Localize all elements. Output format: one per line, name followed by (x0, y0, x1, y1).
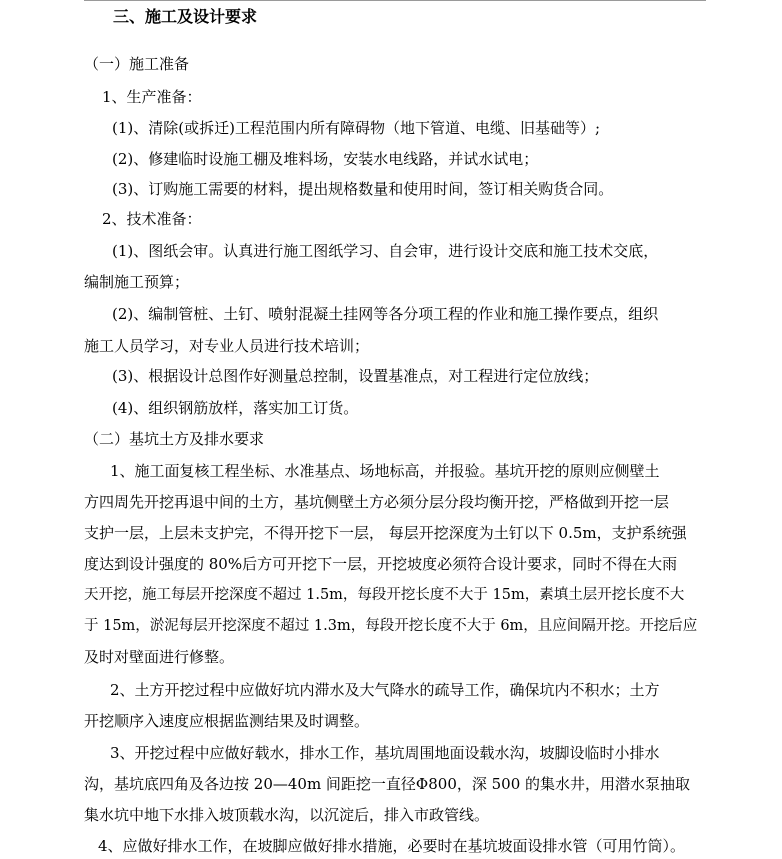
text-line: 度达到设计强度的 80%后方可开挖下一层，开挖坡度必须符合设计要求，同时不得在大雨 (84, 555, 678, 573)
text-line: 1、生产准备： (102, 88, 202, 106)
text-line: (1)、清除(或拆迁)工程范围内所有障碍物（地下管道、电缆、旧基础等）; (112, 119, 601, 137)
text-line: 及时对壁面进行修整。 (84, 648, 235, 666)
text-line: 沟，基坑底四角及各边按 20—40m 间距挖一直径Φ800，深 500 的集水井，用潜水泵抽取 (84, 775, 691, 793)
text-line: （二）基坑土方及排水要求 (84, 430, 265, 448)
text-line: （一）施工准备 (84, 55, 190, 73)
top-rule (84, 0, 706, 1)
text-line: (2)、编制管桩、土钉、喷射混凝土挂网等各分项工程的作业和施工操作要点，组织 (112, 305, 659, 323)
text-line: 1、施工面复核工程坐标、水准基点、场地标高，并报验。基坑开挖的原则应侧壁土 (110, 462, 660, 480)
text-line: 方四周先开挖再退中间的土方，基坑侧壁土方必须分层分段均衡开挖，严格做到开挖一层 (84, 493, 670, 511)
text-line: 集水坑中地下水排入坡顶载水沟，以沉淀后，排入市政管线。 (84, 806, 490, 824)
text-line: 开挖顺序入速度应根据监测结果及时调整。 (84, 712, 370, 730)
text-line: 4、应做好排水工作，在坡脚应做好排水措施，必要时在基坑坡面设排水管（可用竹筒）。 (98, 837, 686, 855)
section-heading: 三、施工及设计要求 (113, 7, 258, 26)
text-line: (2)、修建临时设施工棚及堆料场，安装水电线路，并试水试电； (112, 150, 539, 168)
text-line: (1)、图纸会审。认真进行施工图纸学习、自会审，进行设计交底和施工技术交底， (112, 242, 659, 260)
text-line: 于 15m，淤泥每层开挖深度不超过 1.3m，每段开挖长度不大于 6m，且应间隔开挖。开挖后应 (84, 618, 698, 634)
text-line: (3)、订购施工需要的材料，提出规格数量和使用时间，签订相关购货合同。 (112, 180, 614, 198)
text-line: 编制施工预算； (84, 273, 190, 291)
text-line: 3、开挖过程中应做好载水，排水工作，基坑周围地面设载水沟，坡脚设临时小排水 (110, 744, 660, 762)
text-line: (4)、组织钢筋放样，落实加工订货。 (112, 399, 359, 417)
text-line: 天开挖，施工每层开挖深度不超过 1.5m，每段开挖长度不大于 15m，素填土层开挖长度不大 (84, 587, 685, 603)
text-line: 2、技术准备： (102, 210, 202, 228)
text-line: (3)、根据设计总图作好测量总控制，设置基准点，对工程进行定位放线； (112, 367, 599, 385)
text-line: 支护一层，上层未支护完，不得开挖下一层， 每层开挖深度为土钉以下 0.5m，支护系统强 (84, 524, 687, 542)
text-line: 施工人员学习，对专业人员进行技术培训； (84, 337, 370, 355)
text-line: 2、土方开挖过程中应做好坑内滞水及大气降水的疏导工作，确保坑内不积水；土方 (110, 681, 660, 699)
